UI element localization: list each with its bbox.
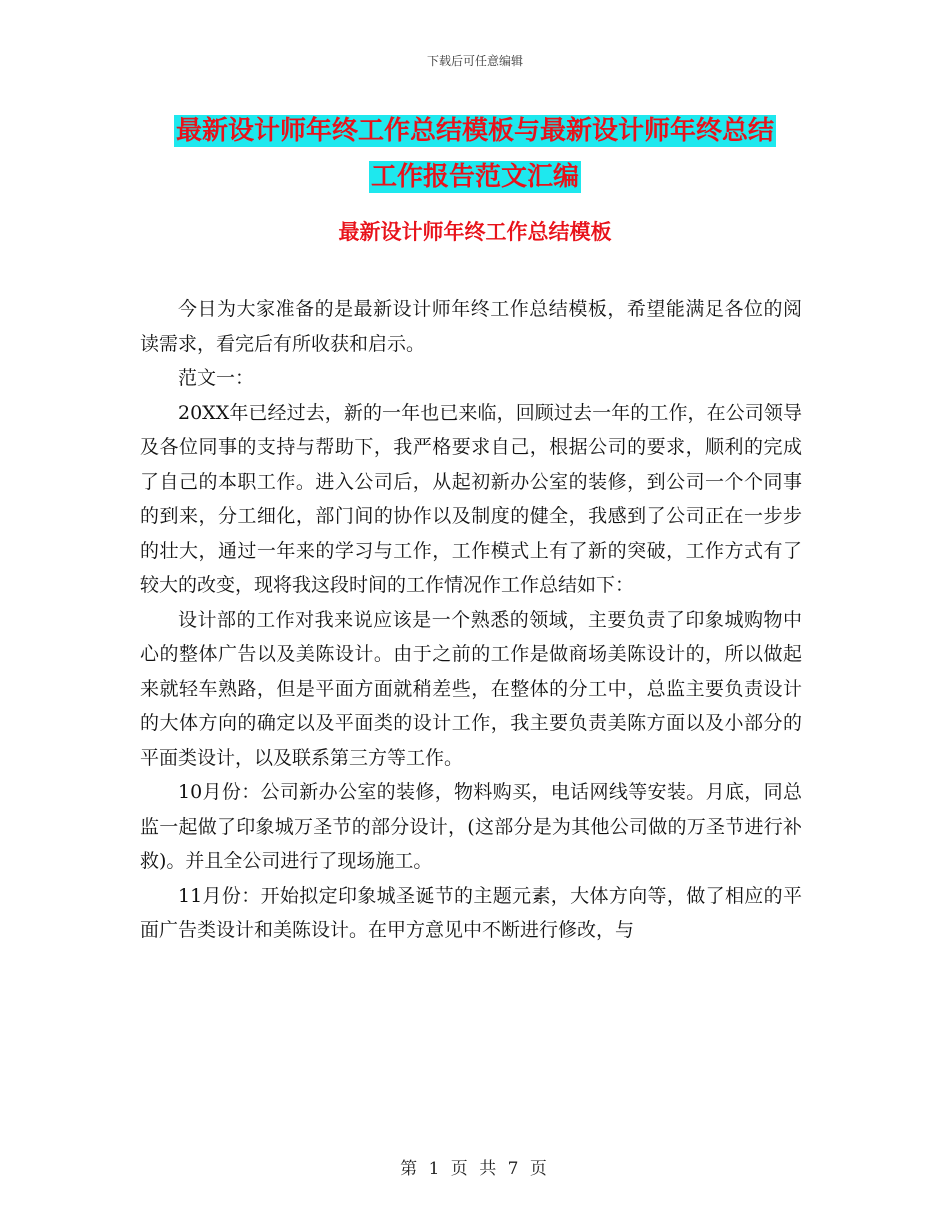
paragraph-sample-label: 范文一： (178, 367, 255, 389)
paragraph-intro: 今日为大家准备的是最新设计师年终工作总结模板，希望能满足各位的阅读需求，看完后有所收获和启示。 (140, 298, 802, 355)
paragraph-review: 20XX年已经过去，新的一年也已来临，回顾过去一年的工作，在公司领导及各位同事的支持与帮助下，我严格要求自己，根据公司的要求，顺利的完成了自己的本职工作。进入公司后，从起初新办公室的装修，到公司一个个同事的到来，分工细化，部门间的协作以及制度的健全，我感到了公司正在一步步的壮大，通过一年来的学习与工作，工作模式上有了新的突破，工作方式有了较大的改变，现将我这段时间的工作情况作工作总结如下： (140, 401, 802, 596)
paragraph-october: 10月份：公司新办公室的装修，物料购买，电话网线等安装。月底，同总监一起做了印象城万圣节的部分设计，(这部分是为其他公司做的万圣节进行补救)。并且全公司进行了现场施工。 (140, 781, 802, 872)
paragraph-november: 11月份：开始拟定印象城圣诞节的主题元素，大体方向等，做了相应的平面广告类设计和美陈设计。在甲方意见中不断进行修改，与 (140, 884, 802, 941)
header-note: 下载后可任意编辑 (426, 54, 523, 68)
document-title-line-2: 工作报告范文汇编 (370, 162, 579, 192)
page-number-footer: 第 1 页 共 7 页 (400, 1159, 550, 1179)
paragraph-design-dept: 设计部的工作对我来说应该是一个熟悉的领域，主要负责了印象城购物中心的整体广告以及美陈设计。由于之前的工作是做商场美陈设计的，所以做起来就轻车熟路，但是平面方面就稍差些，在整体的分工中，总监主要负责设计的大体方向的确定以及平面类的设计工作，我主要负责美陈方面以及小部分的平面类设计，以及联系第三方等工作。 (140, 608, 802, 769)
section-title: 最新设计师年终工作总结模板 (338, 220, 612, 244)
document-body (140, 292, 802, 948)
document-title (140, 108, 810, 200)
document-title-line-1: 最新设计师年终工作总结模板与最新设计师年终总结 (175, 116, 774, 146)
